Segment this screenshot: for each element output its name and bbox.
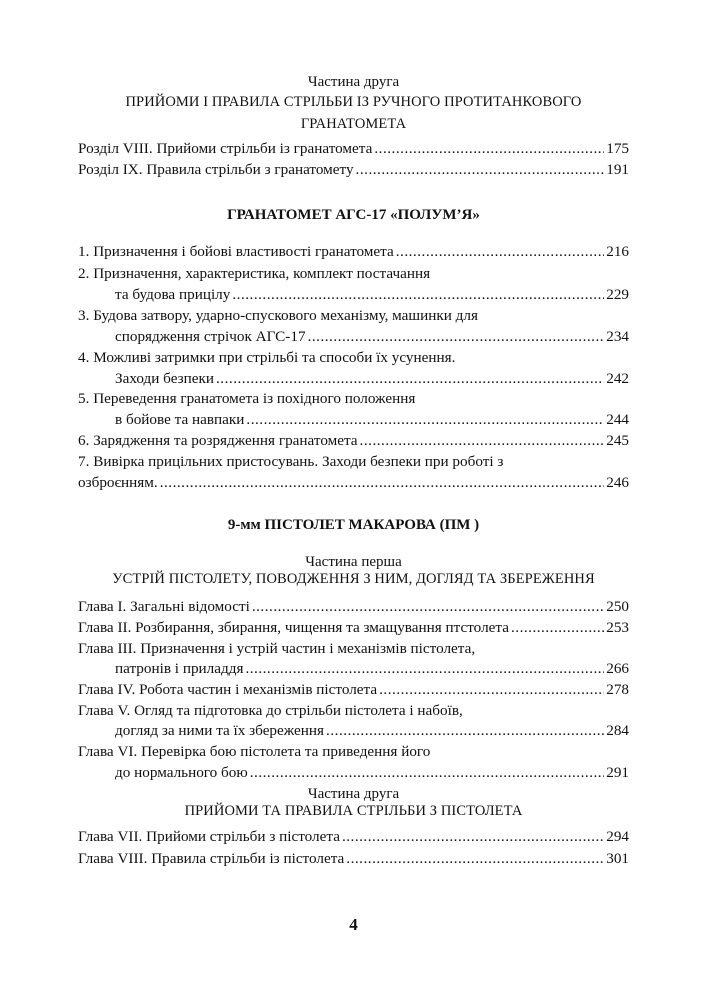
dot-leader [356,160,605,180]
dot-leader [232,285,604,305]
toc-entry-text: Глава VII. Прийоми стрільби з пістолета [78,828,340,845]
toc-entry-text: патронів і приладдя [115,660,244,677]
part-title: УСТРІЙ ПІСТОЛЕТУ, ПОВОДЖЕННЯ З НИМ, ДОГЛЯД ТА ЗБЕРЕЖЕННЯ [112,571,595,587]
toc-entry-text: 4. Можливі затримки при стрільбі та способи їх усунення. [78,349,456,366]
toc-entry [115,369,629,389]
dot-leader [250,763,604,783]
toc-page-number: 216 [606,243,629,260]
toc-page-number: 250 [606,598,629,615]
toc-entry-text: 2. Призначення, характеристика, комплект постачання [78,265,431,282]
toc-entry-text: в бойове та навпаки [115,411,245,428]
part-title: ПРИЙОМИ ТА ПРАВИЛА СТРІЛЬБИ З ПІСТОЛЕТА [184,803,523,819]
toc-entry-text: до нормального бою [115,764,248,781]
toc-page-number: 246 [606,474,629,491]
toc-page-number: 291 [606,764,629,781]
toc-page-number: 266 [606,660,629,677]
toc-page-number: 294 [606,828,629,845]
toc-entry-text: спорядження стрічок АГС-17 [115,328,306,345]
toc-entry [78,618,629,638]
toc-page-number: 234 [606,328,629,345]
toc-entry-text: та будова прицілу [115,286,231,303]
dot-leader [216,369,604,389]
toc-page-number: 175 [606,140,629,157]
toc-entry-text: 3. Будова затвору, ударно-спускового механізму, машинки для [78,307,478,324]
part-title: ПРИЙОМИ І ПРАВИЛА СТРІЛЬБИ ІЗ РУЧНОГО ПРОТИТАНКОВОГО [125,94,582,110]
toc-entry [78,139,629,159]
toc-entry-text: 7. Вивірка прицільних пристосувань. Заходи безпеки при роботі з [78,453,504,470]
toc-entry-text: Розділ IX. Правила стрільби з гранатомету [78,161,354,178]
dot-leader [342,827,604,847]
toc-entry [78,473,629,493]
toc-entry [115,763,629,783]
section-title: ГРАНАТОМЕТ АГС-17 «ПОЛУМ’Я» [227,207,480,223]
toc-entry [78,827,629,847]
dot-leader [374,139,604,159]
toc-page-number: 253 [606,619,629,636]
toc-entry-text: 5. Переведення гранатомета із похідного положення [78,390,416,407]
dot-leader [326,721,604,741]
toc-entry-text: догляд за ними та їх збереження [115,722,325,739]
toc-entry [115,721,629,741]
toc-entry [78,680,629,700]
part-title: ГРАНАТОМЕТА [300,116,407,132]
toc-page-number: 284 [606,722,629,739]
toc-entry-text: Розділ VIII. Прийоми стрільби із гранатомета [78,140,373,157]
dot-leader [252,597,604,617]
toc-entry-text: Глава IV. Робота частин і механізмів пістолета [78,681,378,698]
dot-leader [360,431,605,451]
toc-page-number: 245 [606,432,629,449]
toc-entry [78,597,629,617]
toc-entry-text: Глава VI. Перевірка бою пістолета та приведення його [78,743,431,760]
toc-page-number: 229 [606,286,629,303]
toc-page-number: 191 [606,161,629,178]
toc-entry [78,242,629,262]
dot-leader [246,410,604,430]
dot-leader [308,327,605,347]
dot-leader [396,242,604,262]
dot-leader [245,659,604,679]
toc-entry-text: Глава ІІІ. Призначення і устрій частин і механізмів пістолета, [78,640,476,657]
toc-entry-text: Глава ІІ. Розбирання, збирання, чищення та змащування птстолета [78,619,509,636]
toc-entry-text: Глава І. Загальні відомості [78,598,250,615]
part-label: Частина друга [307,786,400,802]
toc-entry [78,849,629,869]
toc-entry-text: Глава VIII. Правила стрільби із пістолета [78,850,345,867]
dot-leader [160,473,605,493]
toc-entry [115,410,629,430]
toc-page-number: 278 [606,681,629,698]
section-title: 9-мм ПІСТОЛЕТ МАКАРОВА (ПМ ) [227,517,480,533]
toc-entry [115,285,629,305]
dot-leader [511,618,604,638]
dot-leader [346,849,604,869]
page-number: 4 [349,915,358,934]
part-label: Частина перша [305,554,402,570]
toc-entry-text: Заходи безпеки [115,370,214,387]
toc-page-number: 301 [606,850,629,867]
toc-entry [115,327,629,347]
toc-page-number: 242 [606,370,629,387]
toc-entry [78,160,629,180]
toc-entry [115,659,629,679]
toc-entry-text: озброєнням. [78,474,158,491]
toc-entry-text: Глава V. Огляд та підготовка до стрільби пістолета і набоїв, [78,702,463,719]
toc-page-number: 244 [606,411,629,428]
toc-entry-text: 6. Зарядження та розрядження гранатомета [78,432,358,449]
part-label: Частина друга [307,74,400,90]
dot-leader [379,680,604,700]
toc-entry-text: 1. Призначення і бойові властивості гранатомета [78,243,394,260]
toc-entry [78,431,629,451]
